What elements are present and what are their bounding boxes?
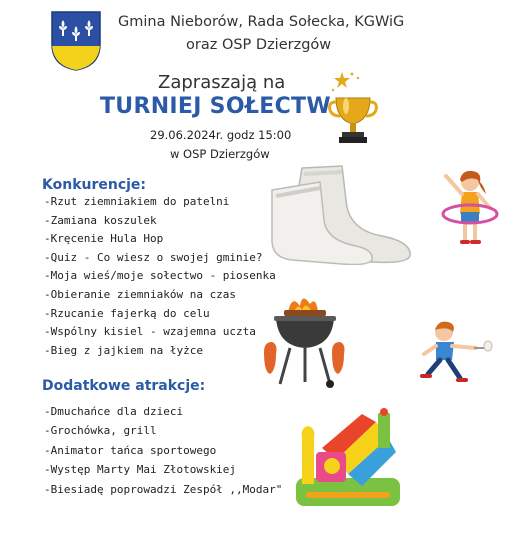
list-item: -Dmuchańce dla dzieci xyxy=(44,405,184,418)
list-item: -Bieg z jajkiem na łyżce xyxy=(44,343,203,357)
event-title: TURNIEJ SOŁECTW xyxy=(100,94,331,119)
list-item: -Kręcenie Hula Hop xyxy=(44,232,164,246)
list-item: -Moja wieś/moje sołectwo - piosenka xyxy=(44,269,276,283)
egg-race-boy-icon xyxy=(418,320,494,386)
list-item: -Zamiana koszulek xyxy=(44,213,157,227)
event-place: w OSP Dzierzgów xyxy=(170,147,270,161)
extras-heading: Dodatkowe atrakcje: xyxy=(42,378,206,394)
socks-icon xyxy=(262,160,422,265)
list-item: -Biesiadę poprowadzi Zespół ,,Modar" xyxy=(44,482,283,496)
invite-text: Zapraszają na xyxy=(158,72,286,93)
list-item: -Rzucanie fajerką do celu xyxy=(44,306,210,320)
competitions-list xyxy=(44,193,276,360)
grill-icon xyxy=(262,290,346,390)
organizers-line-1: Gmina Nieborów, Rada Sołecka, KGWiG xyxy=(118,14,405,30)
list-item: -Animator tańca sportowego xyxy=(44,443,217,457)
list-item: -Rzut ziemniakiem do patelni xyxy=(44,195,230,208)
list-item: -Quiz - Co wiesz o swojej gminie? xyxy=(44,250,263,264)
list-item: -Wspólny kisiel - wzajemna uczta xyxy=(44,325,256,339)
competitions-heading: Konkurencje: xyxy=(42,177,147,193)
list-item: -Grochówka, grill xyxy=(44,424,157,438)
list-item: -Występ Marty Mai Złotowskiej xyxy=(44,463,237,477)
trophy-icon xyxy=(328,70,378,146)
event-date-time: 29.06.2024r. godz 15:00 xyxy=(150,128,292,142)
organizers-line-2: oraz OSP Dzierzgów xyxy=(186,37,332,53)
extras-list xyxy=(44,402,282,499)
coat-of-arms-icon xyxy=(50,10,102,72)
bouncy-castle-icon xyxy=(292,408,404,512)
list-item: -Obieranie ziemniaków na czas xyxy=(44,287,237,301)
hula-hoop-girl-icon xyxy=(440,168,502,252)
